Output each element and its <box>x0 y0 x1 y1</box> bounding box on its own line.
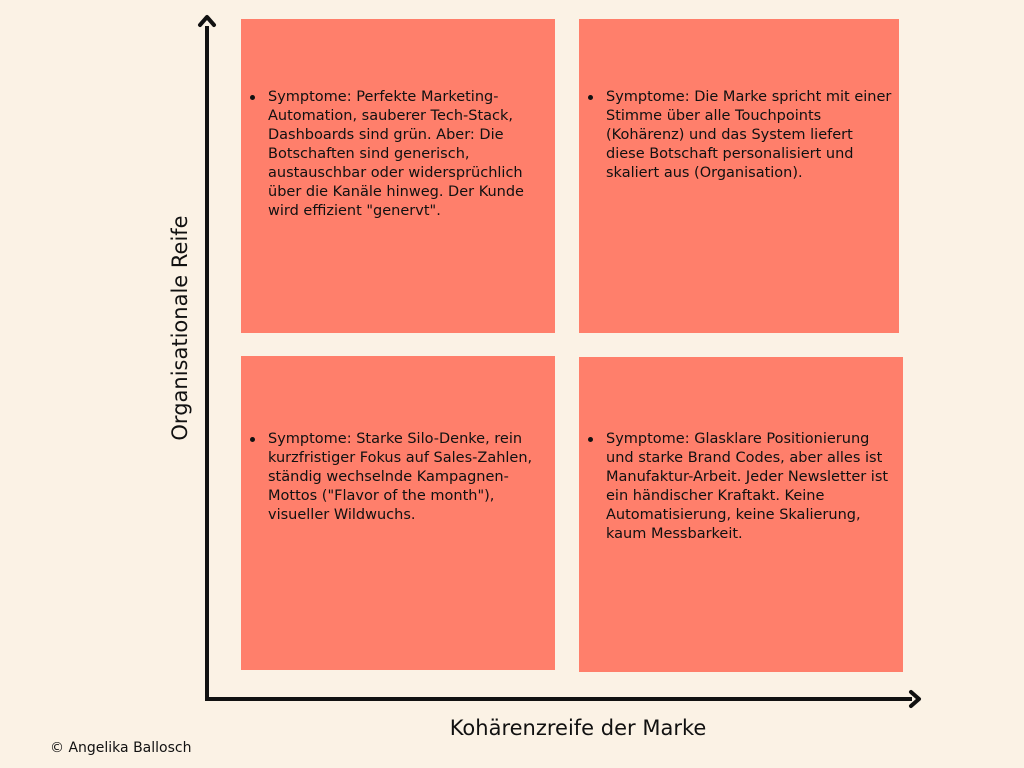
quadrant-top-left-text: Symptome: Perfekte Marketing-Automation, sauberer Tech-Stack, Dashboards sind grün. Aber: Die Botschaften sind generisch, austauschbar oder widersprüchlich über die Kanäle hinweg. Der Kunde wird effizient "genervt". <box>241 88 551 221</box>
quadrant-top-right <box>579 19 899 333</box>
y-axis-label: Organisationale Reife <box>168 215 192 441</box>
quadrant-bottom-right <box>579 357 903 672</box>
quadrant-bottom-left <box>241 356 555 670</box>
quadrant-top-left <box>241 19 555 333</box>
quadrant-bottom-left-text: Symptome: Starke Silo-Denke, rein kurzfristiger Fokus auf Sales-Zahlen, ständig wechselnde Kampagnen-Mottos ("Flavor of the month"), visueller Wildwuchs. <box>241 430 551 525</box>
quadrant-top-right-text: Symptome: Die Marke spricht mit einer Stimme über alle Touchpoints (Kohärenz) und das System liefert diese Botschaft personalisiert und skaliert aus (Organisation). <box>579 88 895 183</box>
copyright-credit: © Angelika Ballosch <box>50 740 192 756</box>
x-axis-label: Kohärenzreife der Marke <box>449 716 707 740</box>
x-axis-arrowhead <box>911 692 919 706</box>
y-axis-arrowhead <box>200 17 214 25</box>
quadrant-bottom-right-text: Symptome: Glasklare Positionierung und starke Brand Codes, aber alles ist Manufaktur-Arbeit. Jeder Newsletter ist ein händischer Kraftakt. Keine Automatisierung, keine Skalierung, kaum Messbarkeit. <box>579 430 899 544</box>
